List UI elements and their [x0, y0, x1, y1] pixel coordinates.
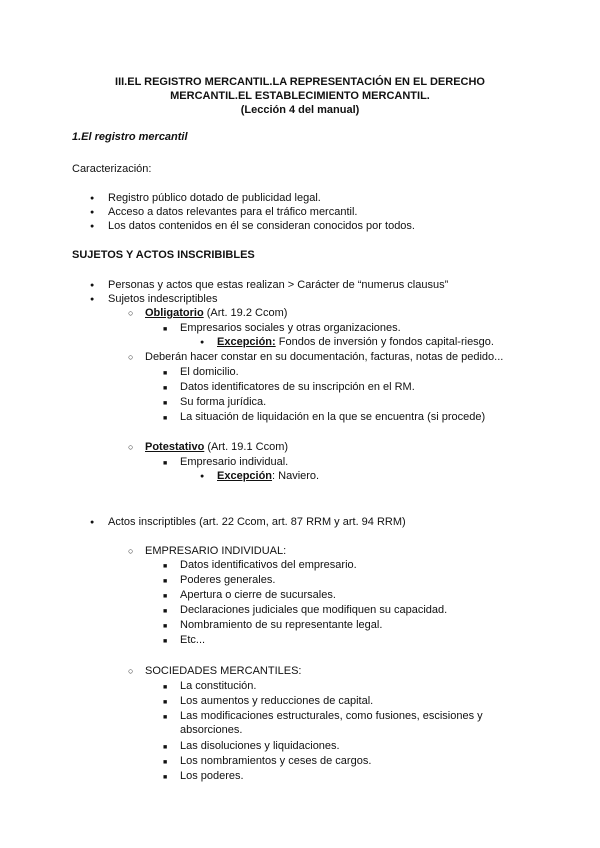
section-heading-registro: 1.El registro mercantil: [72, 131, 188, 143]
list-item: La constitución.: [180, 680, 257, 692]
list-item: Etc...: [180, 634, 206, 646]
list-item: Los datos contenidos en él se consideran conocidos por todos.: [108, 220, 415, 232]
square-bullet-icon: [163, 635, 167, 651]
circle-bullet-icon: [128, 307, 133, 321]
circle-bullet-icon: [128, 441, 133, 455]
circle-bullet-icon: [128, 665, 133, 679]
square-bullet-icon: [163, 605, 167, 621]
excepcion-text: : Naviero.: [272, 470, 320, 482]
square-bullet-icon: [163, 412, 167, 428]
list-item: Personas y actos que estas realizan > Carácter de “numerus clausus”: [108, 279, 449, 291]
square-bullet-icon: [163, 397, 167, 413]
list-item: El domicilio.: [180, 366, 239, 378]
disc-bullet-icon: [90, 293, 94, 309]
title-line-1: III.EL REGISTRO MERCANTIL.LA REPRESENTACIÓN EN EL DERECHO: [115, 76, 485, 88]
square-bullet-icon: [163, 382, 167, 398]
caracterizacion-label: Caracterización:: [72, 163, 152, 175]
circle-bullet-icon: [128, 351, 133, 365]
list-item: Datos identificativos del empresario.: [180, 559, 357, 571]
square-bullet-icon: [163, 590, 167, 606]
square-bullet-icon: [163, 323, 167, 339]
list-item: Empresarios sociales y otras organizaciones.: [180, 322, 401, 334]
excepcion-label: Excepción:: [217, 336, 276, 348]
list-item: Nombramiento de su representante legal.: [180, 619, 383, 631]
list-item: Las disoluciones y liquidaciones.: [180, 740, 340, 752]
list-item: Los nombramientos y ceses de cargos.: [180, 755, 372, 767]
disc-bullet-icon: [90, 220, 94, 236]
list-item: Datos identificatores de su inscripción en el RM.: [180, 381, 415, 393]
list-item: Sujetos indescriptibles: [108, 293, 218, 305]
list-item: Deberán hacer constar en su documentación, facturas, notas de pedido...: [145, 351, 504, 363]
obligatorio-label: Obligatorio: [145, 307, 204, 319]
potestativo-ref: (Art. 19.1 Ccom): [204, 441, 289, 453]
disc-bullet-icon: [200, 470, 204, 486]
square-bullet-icon: [163, 457, 167, 473]
square-bullet-icon: [163, 711, 167, 727]
list-item: La situación de liquidación en la que se encuentra (si procede): [180, 411, 486, 423]
list-item: Empresario individual.: [180, 456, 289, 468]
empresario-individual-heading: EMPRESARIO INDIVIDUAL:: [145, 545, 287, 557]
list-item: Las modificaciones estructurales, como fusiones, escisiones y absorciones.: [180, 710, 483, 736]
circle-bullet-icon: [128, 545, 133, 559]
list-item: Los aumentos y reducciones de capital.: [180, 695, 374, 707]
obligatorio-line: [145, 306, 287, 320]
list-item: Actos inscriptibles (art. 22 Ccom, art. 87 RRM y art. 94 RRM): [108, 516, 406, 528]
list-item: Apertura o cierre de sucursales.: [180, 589, 336, 601]
square-bullet-icon: [163, 367, 167, 383]
title-line-2: MERCANTIL.EL ESTABLECIMIENTO MERCANTIL.: [170, 90, 430, 102]
list-item: Poderes generales.: [180, 574, 276, 586]
square-bullet-icon: [163, 575, 167, 591]
sociedades-heading: SOCIEDADES MERCANTILES:: [145, 665, 302, 677]
list-item: Los poderes.: [180, 770, 244, 782]
obligatorio-ref: (Art. 19.2 Ccom): [203, 307, 288, 319]
square-bullet-icon: [163, 741, 167, 757]
excepcion-text: Fondos de inversión y fondos capital-riesgo.: [275, 336, 494, 348]
square-bullet-icon: [163, 620, 167, 636]
disc-bullet-icon: [90, 516, 94, 532]
potestativo-line: [145, 440, 288, 454]
square-bullet-icon: [163, 771, 167, 787]
excepcion-line-1: [217, 335, 494, 349]
list-item: Acceso a datos relevantes para el tráfico mercantil.: [108, 206, 358, 218]
list-item: Su forma jurídica.: [180, 396, 267, 408]
list-item: Declaraciones judiciales que modifiquen su capacidad.: [180, 604, 448, 616]
list-item: Registro público dotado de publicidad legal.: [108, 192, 321, 204]
excepcion-label: Excepción: [217, 470, 273, 482]
excepcion-line-2: [217, 469, 319, 483]
title-line-3: (Lección 4 del manual): [240, 104, 360, 116]
square-bullet-icon: [163, 756, 167, 772]
square-bullet-icon: [163, 696, 167, 712]
square-bullet-icon: [163, 560, 167, 576]
section-heading-sujetos: SUJETOS Y ACTOS INSCRIBIBLES: [72, 249, 255, 261]
potestativo-label: Potestativo: [145, 441, 205, 453]
square-bullet-icon: [163, 681, 167, 697]
